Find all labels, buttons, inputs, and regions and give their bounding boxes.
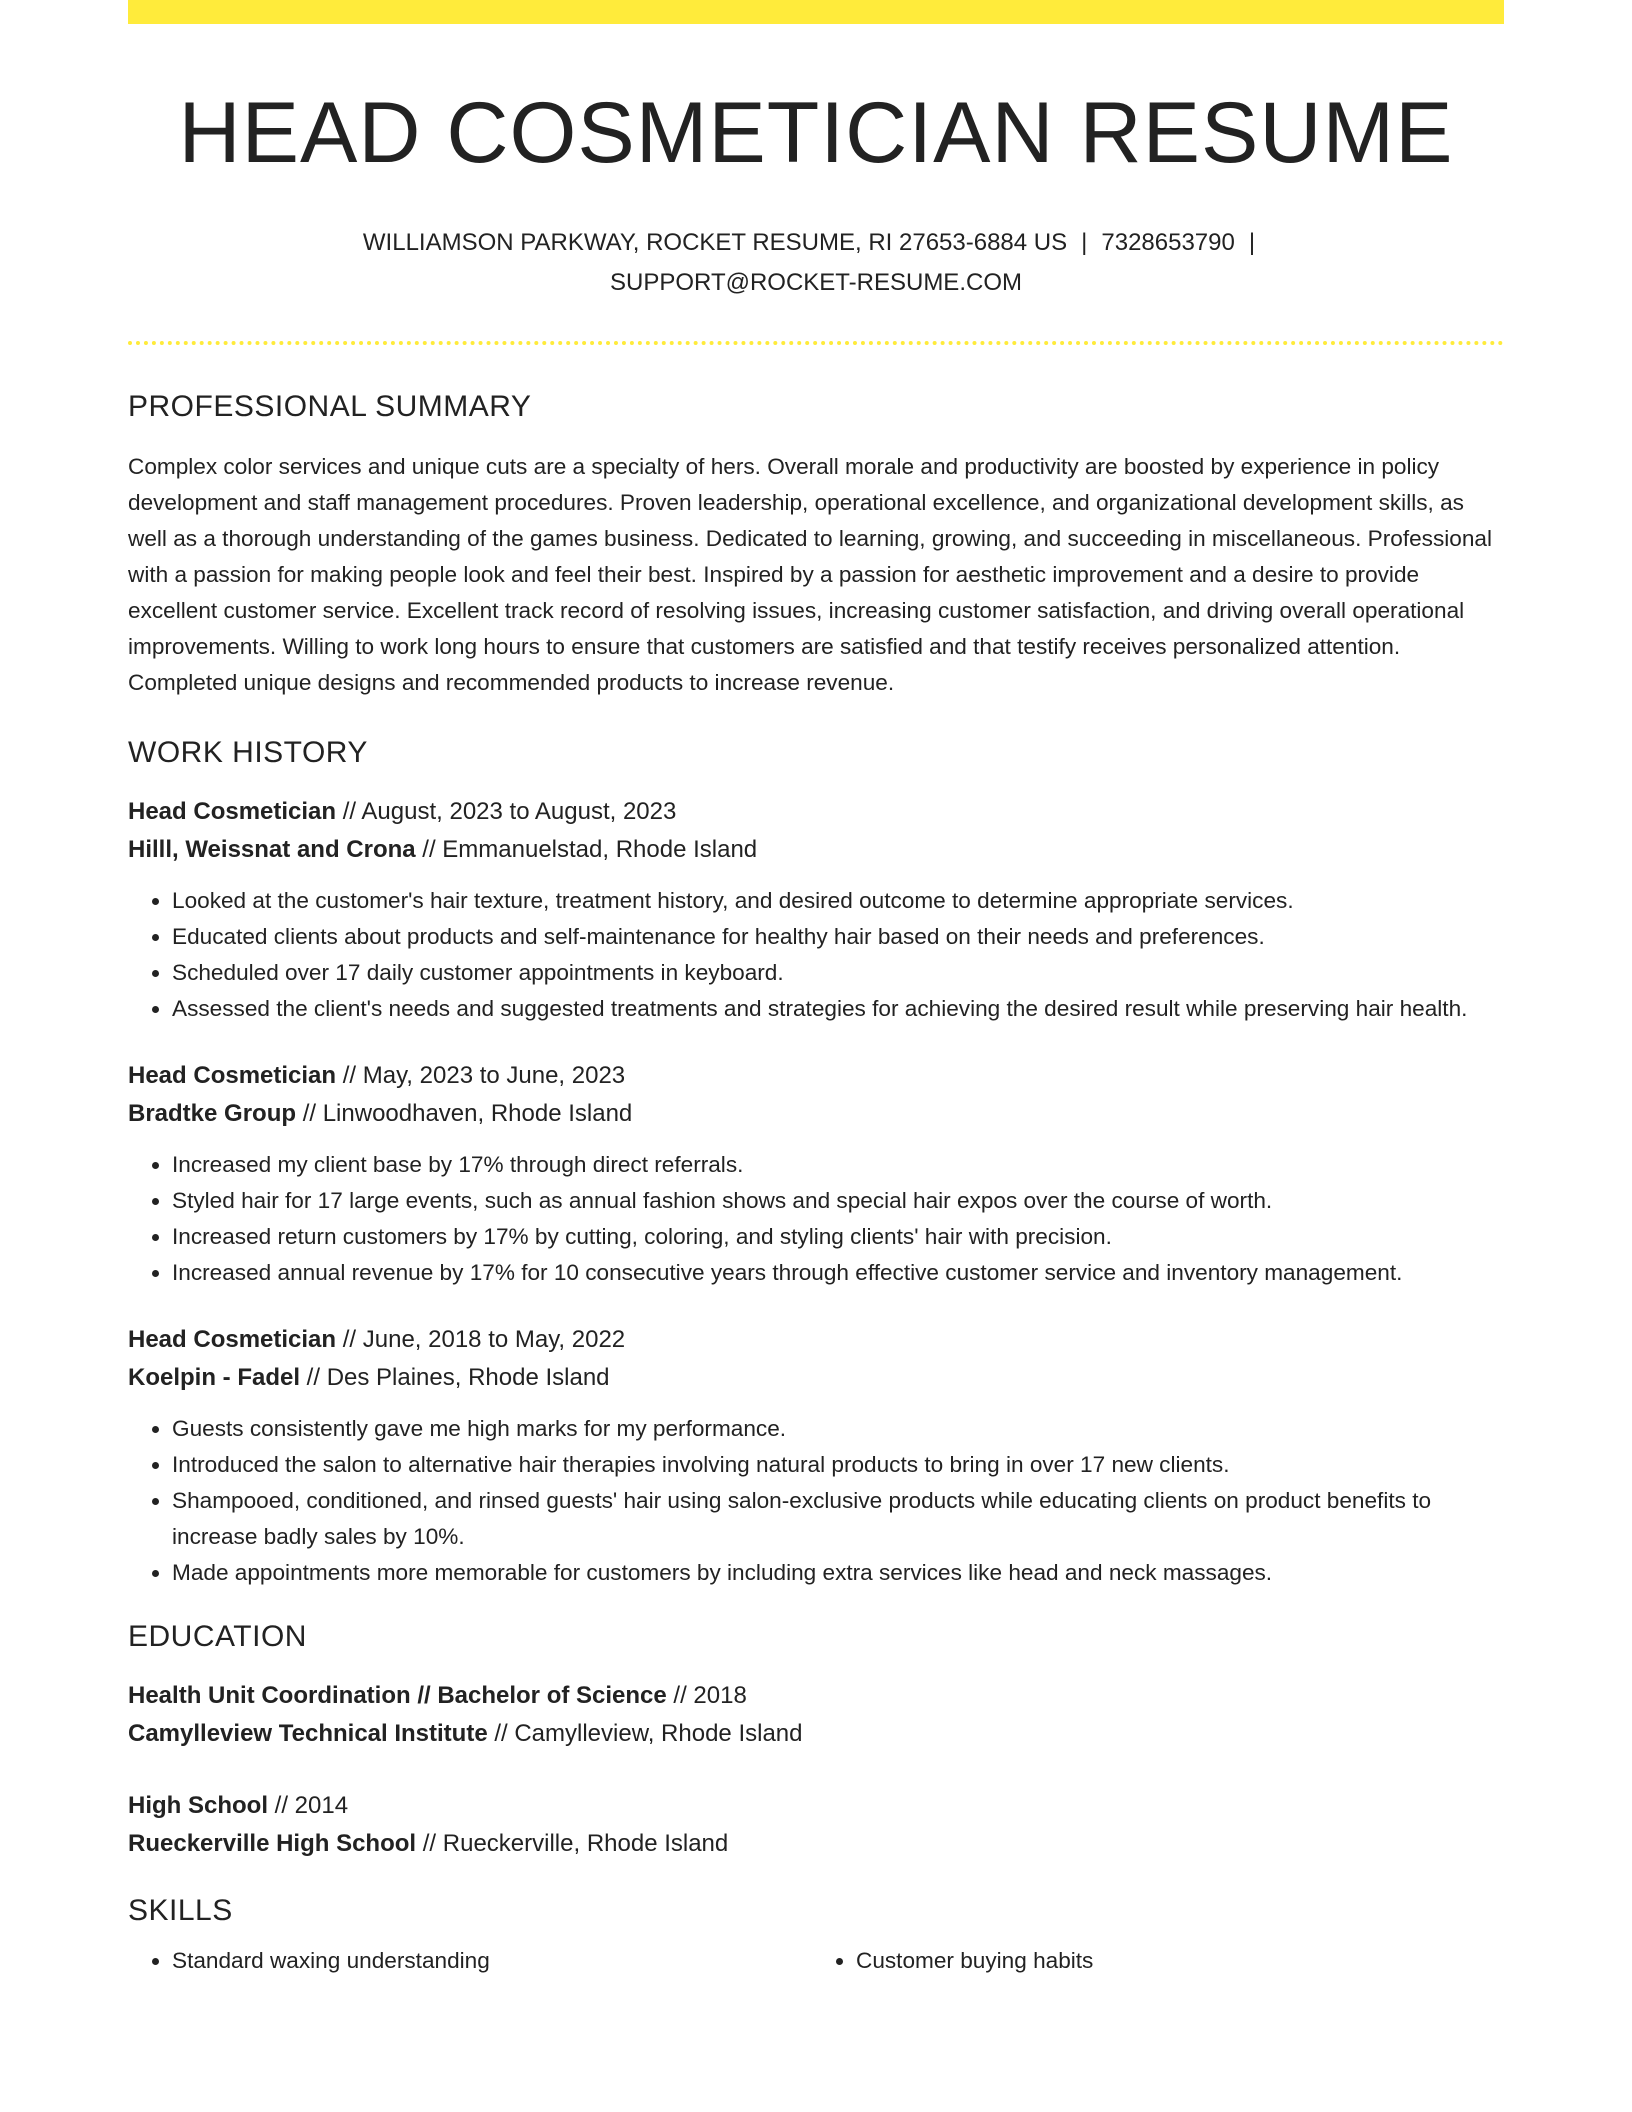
job-company: Koelpin - Fadel <box>128 1363 301 1391</box>
education-degree: High School <box>128 1791 268 1819</box>
skills-right-column <box>812 1943 1496 1979</box>
job-bullets <box>128 1147 1504 1291</box>
job-dates: // May, 2023 to June, 2023 <box>336 1061 626 1089</box>
job-bullets <box>128 883 1504 1027</box>
summary-text: Complex color services and unique cuts are a specialty of hers. Overall morale and productivity are boosted by experience in policy development and staff management procedures. Proven leadership, operational excellence, and organizational development skills, as well as a thorough understanding of the games business. Dedicated to learning, growing, and succeeding in miscellaneous. Professional with a passion for making people look and feel their best. Inspired by a passion for aesthetic improvement and a desire to provide excellent customer service. Excellent track record of resolving issues, increasing customer satisfaction, and driving overall operational improvements. Willing to work long hours to ensure that customers are satisfied and that testify receives personalized attention. Completed unique designs and recommended products to increase revenue. <box>128 453 1492 695</box>
summary-heading: PROFESSIONAL SUMMARY <box>128 389 532 423</box>
job-title: Head Cosmetician <box>128 1325 337 1353</box>
job-title-line <box>128 1057 1504 1095</box>
contact-info <box>128 223 1504 303</box>
job-bullet: • Looked at the customer's hair texture, treatment history, and desired outcome to determine appropriate services. <box>172 883 1504 919</box>
job-company-line <box>128 831 1504 869</box>
job-location: // Emmanuelstad, Rhode Island <box>415 835 758 863</box>
education-heading: EDUCATION <box>128 1619 307 1653</box>
education-entry <box>128 1677 1504 1753</box>
education-year: // 2018 <box>666 1681 747 1709</box>
resume-page <box>128 0 1504 1979</box>
job-title-line <box>128 793 1504 831</box>
job-bullet: • Introduced the salon to alternative hair therapies involving natural products to bring in over 17 new clients. <box>172 1447 1504 1483</box>
job-dates: // August, 2023 to August, 2023 <box>336 797 677 825</box>
contact-separator: | <box>1248 228 1256 256</box>
job-dates: // June, 2018 to May, 2022 <box>336 1325 626 1353</box>
job-company-line <box>128 1359 1504 1397</box>
job-bullet: • Increased annual revenue by 17% for 10 consecutive years through effective customer service and inventory management. <box>172 1255 1504 1291</box>
education-degree-line <box>128 1677 1504 1715</box>
job-bullet: • Guests consistently gave me high marks for my performance. <box>172 1411 1504 1447</box>
skills-heading: SKILLS <box>128 1893 233 1927</box>
work-history-heading: WORK HISTORY <box>128 735 368 769</box>
education-year: // 2014 <box>268 1791 349 1819</box>
skill-item: • Customer buying habits <box>856 1943 1496 1979</box>
skills-columns <box>128 1943 1504 1979</box>
resume-title: HEAD COSMETICIAN RESUME <box>178 85 1454 181</box>
job-bullet: • Educated clients about products and self-maintenance for healthy hair based on their needs and preferences. <box>172 919 1504 955</box>
job-location: // Des Plaines, Rhode Island <box>300 1363 610 1391</box>
job-bullet: • Scheduled over 17 daily customer appointments in keyboard. <box>172 955 1504 991</box>
contact-email: SUPPORT@ROCKET-RESUME.COM <box>610 268 1022 296</box>
job-title: Head Cosmetician <box>128 797 337 825</box>
education-degree-line <box>128 1787 1504 1825</box>
job-location: // Linwoodhaven, Rhode Island <box>296 1099 633 1127</box>
job-bullet: • Made appointments more memorable for customers by including extra services like head and neck massages. <box>172 1555 1504 1591</box>
job-company: Bradtke Group <box>128 1099 297 1127</box>
contact-phone: 7328653790 <box>1101 228 1235 256</box>
education-location: // Rueckerville, Rhode Island <box>416 1829 729 1857</box>
job-bullet: • Styled hair for 17 large events, such as annual fashion shows and special hair expos over the course of worth. <box>172 1183 1504 1219</box>
job-bullets <box>128 1411 1504 1591</box>
education-school-line <box>128 1825 1504 1863</box>
job-bullet: • Increased my client base by 17% through direct referrals. <box>172 1147 1504 1183</box>
education-school: Camylleview Technical Institute <box>128 1719 488 1747</box>
top-accent-bar <box>128 0 1504 24</box>
job-bullet: • Assessed the client's needs and suggested treatments and strategies for achieving the desired result while preserving hair health. <box>172 991 1504 1027</box>
job-title-line <box>128 1321 1504 1359</box>
education-degree: Health Unit Coordination // Bachelor of Science <box>128 1681 667 1709</box>
job-title: Head Cosmetician <box>128 1061 337 1089</box>
job-bullet: • Shampooed, conditioned, and rinsed guests' hair using salon-exclusive products while educating clients on product benefits to increase badly sales by 10%. <box>172 1483 1504 1555</box>
job-entry <box>128 1057 1504 1291</box>
contact-address: WILLIAMSON PARKWAY, ROCKET RESUME, RI 27653-6884 US <box>362 228 1068 256</box>
skill-item: • Standard waxing understanding <box>172 1943 812 1979</box>
job-entry <box>128 1321 1504 1591</box>
education-entry <box>128 1787 1504 1863</box>
skills-left-column <box>128 1943 812 1979</box>
education-location: // Camylleview, Rhode Island <box>487 1719 803 1747</box>
job-entry <box>128 793 1504 1027</box>
education-school: Rueckerville High School <box>128 1829 417 1857</box>
job-bullet: • Increased return customers by 17% by cutting, coloring, and styling clients' hair with precision. <box>172 1219 1504 1255</box>
job-company-line <box>128 1095 1504 1133</box>
dotted-divider <box>128 341 1504 345</box>
education-school-line <box>128 1715 1504 1753</box>
job-company: Hilll, Weissnat and Crona <box>128 835 416 863</box>
contact-separator: | <box>1081 228 1088 256</box>
